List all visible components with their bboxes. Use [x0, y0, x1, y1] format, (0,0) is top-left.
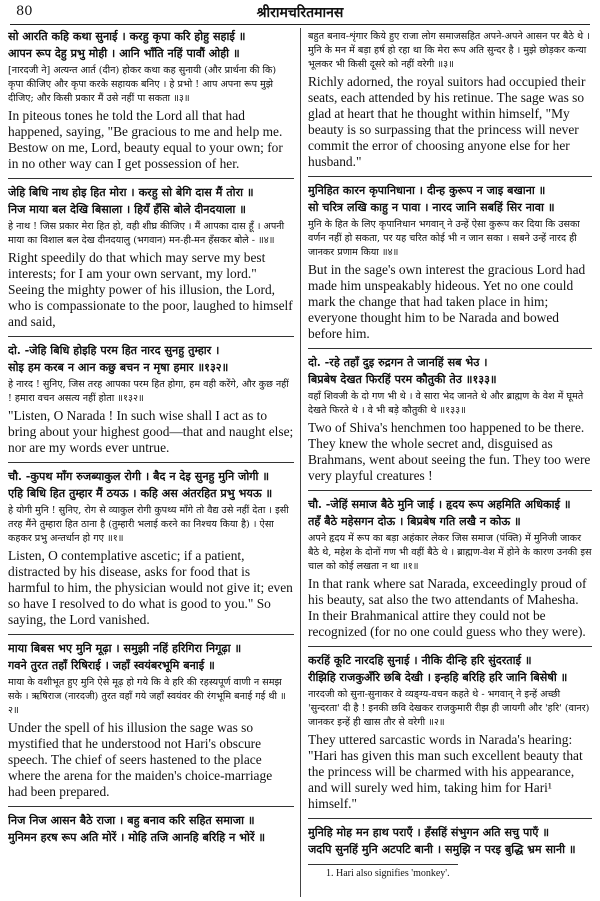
english-translation: In that rank where sat Narada, exceedingly proud of his beauty, sat also the two attendants of Mahesha. In their Brahmanical attire they could not be recognized (for no one could guess who they were).	[308, 576, 587, 639]
hindi-commentary: हे नाथ ! जिस प्रकार मेरा हित हो, वही शीघ्र कीजिए । मैं आपका दास हूँ । अपनी माया का विशाल बल देख दीनदयालु (भगवान) मन-ही-मन हँसकर बोले - ॥४॥	[8, 221, 285, 246]
verse-block	[8, 184, 294, 330]
english-translation: Under the spell of his illusion the sage was so mystified that he understood not Hari's obscure speech. The chief of seers hastened to the place where the arena for the maiden's choice-marriage had been prepared.	[8, 720, 273, 799]
hindi-commentary: हे नारद ! सुनिए, जिस तरह आपका परम हित होगा, हम वही करेंगे, और कुछ नहीं ! हमारा वचन असत्य नहीं होता ॥१३२॥	[8, 379, 289, 404]
verse-block	[308, 652, 592, 812]
english-translation: In piteous tones he told the Lord all that had happened, saying, "Be gracious to me and help me. Bestow on me, Lord, beauty equal to your own; for in no other way can I get possession of her.	[8, 108, 283, 171]
english-translation: Two of Shiva's henchmen too happened to be there. They knew the whole secret and, disguised as Brahmans, went about seeing the fun. They too were very playful creatures !	[308, 420, 591, 483]
verse-block	[308, 354, 592, 484]
english-translation: But in the sage's own interest the gracious Lord had made him unspeakably hideous. Yet no one could mark the change that had taken place in him; everyone thought him to be Narada and bowed before him.	[308, 262, 586, 341]
section-rule	[308, 176, 592, 177]
section-rule	[308, 818, 592, 819]
verse-block	[308, 182, 592, 342]
right-column	[308, 28, 592, 897]
section-rule	[308, 646, 592, 647]
hindi-commentary: अपने हृदय में रूप का बड़ा अहंकार लेकर जिस समाज (पंक्ति) में मुनिजी जाकर बैठे थे, महेश के दोनों गण भी वहीं बैठे थे । ब्राह्मण-वेश में होने के कारण उनकी इस चाल को कोई लखता न था ॥१॥	[308, 533, 592, 572]
verse-text: करहिं कूटि नारदहि सुनाई । नीकि दीन्हि हरि सुंदरताई ॥ रीझिहि राजकुअँरि छबि देखी । इन्हहि बरिहि हरि जानि बिसेषी ॥	[308, 653, 568, 684]
left-column	[8, 28, 294, 897]
verse-block	[8, 342, 294, 456]
page-number: 80	[16, 4, 33, 19]
verse-block	[8, 640, 294, 800]
verse-text: माया बिबस भए मुनि मूढ़ा । समुझी नहिं हरिगिरा निगूढ़ा ॥ गवने तुरत तहाँ रिषिराई । जहाँ स्वयंबरभूमि बनाई ॥	[8, 641, 242, 672]
section-rule	[8, 634, 294, 635]
verse-text: जेहि बिधि नाथ होइ हित मोरा । करहु सो बेगि दास मैं तोरा ॥ निज माया बल देखि बिसाला । हियँ हँसि बोले दीनदयाला ॥	[8, 185, 254, 216]
hindi-commentary: [नारदजी ने] अत्यन्त आर्त (दीन) होकर कथा कह सुनायी (और प्रार्थना की कि) कृपा कीजिए और कृपा करके सहायक बनिए । हे प्रभो ! आप अपना रूप मुझे दीजिए; और किसी प्रकार मैं उसे नहीं पा सकता ॥३॥	[8, 65, 277, 104]
english-translation: Listen, O contemplative ascetic; if a patient, distracted by his disease, asks for food that is harmful to him, the physician would not give it; even so have I resolved to do what is good to you." So saying, the Lord vanished.	[8, 548, 293, 627]
text-columns	[8, 28, 592, 897]
section-rule	[308, 490, 592, 491]
section-rule	[8, 806, 294, 807]
verse-text: मुनिहित कारन कृपानिधाना । दीन्ह कुरूप न जाइ बखाना ॥ सो चरित्र लखि काहु न पावा । नारद जानि सबहिं सिर नावा ॥	[308, 183, 555, 214]
column-divider	[300, 28, 301, 897]
hindi-commentary: हे योगी मुनि ! सुनिए, रोग से व्याकुल रोगी कुपथ्य माँगे तो वैद्य उसे नहीं देता । इसी तरह मैंने तुम्हारा हित ठाना है (तुम्हारी भलाई करने का निश्चय किया है) । ऐसा कहकर प्रभु अन्तर्धान हो गए ॥१॥	[8, 505, 289, 544]
doha-verse: दो. -रहे तहाँ दुइ रुद्रगन ते जानहिं सब भेउ । बिप्रबेष देखत फिरहिं परम कौतुकी तेउ ॥१३३॥	[308, 355, 497, 386]
chaupai-verse: चौ. -कुपथ माँग रुजब्याकुल रोगी । बैद न देइ सुनहु मुनि जोगी ॥ एहि बिधि हित तुम्हार मैं ठयऊ । कहि अस अंतरहित प्रभु भयऊ ॥	[8, 469, 273, 500]
verse-text: निज निज आसन बैठे राजा । बहु बनाव करि सहित समाजा ॥ मुनिमन हरष रूप अति मोरें । मोहि तजि आनहि बरिहि न भोरें ॥	[8, 813, 266, 844]
english-translation: Right speedily do that which may serve my best interests; for I am your own servant, my lord." Seeing the mighty power of his illusion, the Lord, who is compassionate to the poor, laughed to himself and said,	[8, 250, 293, 329]
hindi-commentary: नारदजी को सुना-सुनाकर वे व्यङ्ग्य-वचन कहते थे - भगवान् ने इन्हें अच्छी 'सुन्दरता' दी है ! इनकी छवि देखकर राजकुमारी रीझ ही जायगी और 'हरि' (वानर) जानकर इन्हें ही खास तौर से वरेगी ॥२॥	[308, 689, 590, 728]
footnote-rule	[308, 864, 458, 865]
hindi-commentary: मुनि के हित के लिए कृपानिधान भगवान् ने उन्हें ऐसा कुरूप कर दिया कि उसका वर्णन नहीं हो सकता, पर यह चरित कोई भी न जान सका । सबने उन्हें नारद ही जानकर प्रणाम किया ॥४॥	[308, 219, 580, 258]
section-rule	[8, 336, 294, 337]
hindi-commentary: वहाँ शिवजी के दो गण भी थे । वे सारा भेद जानते थे और ब्राह्मण के वेश में घूमते देखते फिरते थे । वे भी बड़े कौतुकी थे ॥१३३॥	[308, 391, 584, 416]
verse-block	[8, 812, 294, 846]
doha-verse: दो. -जेहि बिधि होइहि परम हित नारद सुनहु तुम्हार । सोइ हम करब न आन कछु बचन न मृषा हमार ॥१३२॥	[8, 343, 229, 374]
verse-block	[308, 30, 592, 170]
verse-block	[8, 28, 294, 172]
hindi-commentary: बहुत बनाव-शृंगार किये हुए राजा लोग समाजसहित अपने-अपने आसन पर बैठे थे । मुनि के मन में बड़ा हर्ष हो रहा था कि मेरा रूप अति सुन्दर है । मुझे छोड़कर कन्या भूलकर भी किसी दूसरे को नहीं वरेगी ॥३॥	[308, 31, 590, 70]
english-translation: "Listen, O Narada ! In such wise shall I act as to bring about your highest good—that and naught else; nor are my words ever untrue.	[8, 408, 294, 455]
verse-block	[308, 824, 592, 858]
footnote: 1. Hari also signifies 'monkey'.	[326, 868, 450, 879]
chaupai-verse: चौ. -जेहिं समाज बैठे मुनि जाई । हृदय रूप अहमिति अधिकाई ॥ तहँ बैठे महेसगन दोऊ । बिप्रबेष गति लखै न कोऊ ॥	[308, 497, 571, 528]
section-rule	[8, 178, 294, 179]
running-title: श्रीरामचरितमानस	[256, 5, 344, 21]
verse-text: मुनिहि मोह मन हाथ पराएँ । हँसहिं संभुगन अति सचु पाएँ ॥ जदपि सुनहिं मुनि अटपटि बानी । समुझि न परइ बुद्धि भ्रम सानी ॥	[308, 825, 576, 856]
verse-block	[8, 468, 294, 628]
verse-block	[308, 496, 592, 640]
section-rule	[308, 348, 592, 349]
verse-text: सो आरति कहि कथा सुनाई । करहु कृपा करि होहु सहाई ॥ आपन रूप देहु प्रभु मोही । आनि भाँति नहिं पावौं ओही ॥	[8, 29, 246, 60]
page-header	[10, 0, 590, 25]
hindi-commentary: माया के वशीभूत हुए मुनि ऐसे मूढ़ हो गये कि वे हरि की रहस्यपूर्ण वाणी न समझ सके । ऋषिराज (नारदजी) तुरत वहाँ गये जहाँ स्वयंवर की रंगभूमि बनाई गई थी ॥२॥	[8, 677, 286, 716]
section-rule	[8, 462, 294, 463]
english-translation: Richly adorned, the royal suitors had occupied their seats, each attended by his retinue. The sage was so glad at heart that he thought within himself, "My beauty is so surpassing that the princess will never commit the error of choosing anyone else for her husband."	[308, 74, 586, 169]
english-translation: They uttered sarcastic words in Narada's hearing: "Hari has given this man such excellent beauty that the princess will be charmed with his appearance, and will surely wed him, taking him for Hari¹ himself."	[308, 732, 583, 811]
